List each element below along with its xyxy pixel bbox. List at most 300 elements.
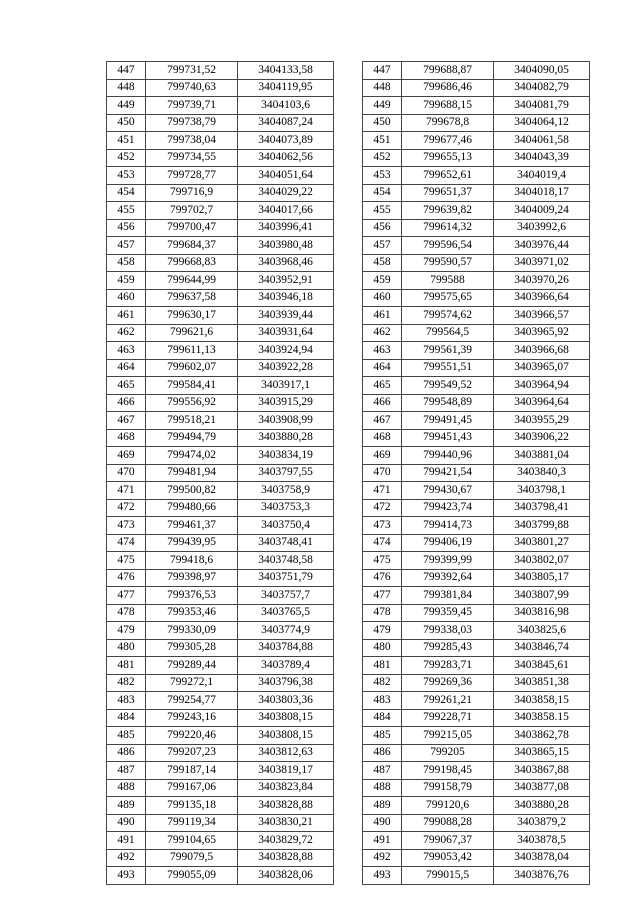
table-row (363, 359, 590, 377)
x-coordinate-cell: 799702,7 (146, 202, 238, 220)
x-coordinate-cell: 799549,52 (402, 377, 494, 395)
x-coordinate-cell: 799716,9 (146, 184, 238, 202)
point-number-cell: 467 (107, 412, 146, 430)
table-row (363, 639, 590, 657)
x-coordinate-cell: 799652,61 (402, 167, 494, 185)
x-coordinate-cell: 799338,03 (402, 622, 494, 640)
table-row (107, 517, 334, 535)
y-coordinate-cell: 3404019,4 (494, 167, 590, 185)
y-coordinate-cell: 3403878,04 (494, 849, 590, 867)
table-row (363, 569, 590, 587)
table-row (363, 604, 590, 622)
table-row (363, 797, 590, 815)
table-row (363, 534, 590, 552)
y-coordinate-cell: 3403845,61 (494, 657, 590, 675)
table-row (107, 762, 334, 780)
y-coordinate-cell: 3403924,94 (238, 342, 334, 360)
y-coordinate-cell: 3403799,88 (494, 517, 590, 535)
point-number-cell: 462 (363, 324, 402, 342)
y-coordinate-cell: 3403952,91 (238, 272, 334, 290)
point-number-cell: 490 (107, 814, 146, 832)
x-coordinate-cell: 799254,77 (146, 692, 238, 710)
x-coordinate-cell: 799731,52 (146, 62, 238, 80)
y-coordinate-cell: 3403823,84 (238, 779, 334, 797)
x-coordinate-cell: 799381,84 (402, 587, 494, 605)
point-number-cell: 452 (363, 149, 402, 167)
x-coordinate-cell: 799491,45 (402, 412, 494, 430)
x-coordinate-cell: 799738,79 (146, 114, 238, 132)
y-coordinate-cell: 3403915,29 (238, 394, 334, 412)
x-coordinate-cell: 799421,54 (402, 464, 494, 482)
point-number-cell: 468 (363, 429, 402, 447)
table-row (363, 62, 590, 80)
x-coordinate-cell: 799423,74 (402, 499, 494, 517)
x-coordinate-cell: 799564,5 (402, 324, 494, 342)
table-row (107, 342, 334, 360)
table-row (107, 849, 334, 867)
table-row (107, 324, 334, 342)
table-row (107, 482, 334, 500)
point-number-cell: 447 (107, 62, 146, 80)
table-row (107, 569, 334, 587)
point-number-cell: 473 (107, 517, 146, 535)
table-row (107, 377, 334, 395)
point-number-cell: 454 (107, 184, 146, 202)
point-number-cell: 468 (107, 429, 146, 447)
point-number-cell: 451 (107, 132, 146, 150)
y-coordinate-cell: 3403862,78 (494, 727, 590, 745)
x-coordinate-cell: 799283,71 (402, 657, 494, 675)
table-row (363, 464, 590, 482)
table-row (363, 132, 590, 150)
table-row (107, 62, 334, 80)
x-coordinate-cell: 799668,83 (146, 254, 238, 272)
table-row (107, 464, 334, 482)
y-coordinate-cell: 3403757,7 (238, 587, 334, 605)
point-number-cell: 464 (363, 359, 402, 377)
y-coordinate-cell: 3403802,07 (494, 552, 590, 570)
table-row (363, 237, 590, 255)
x-coordinate-cell: 799269,36 (402, 674, 494, 692)
y-coordinate-cell: 3404009,24 (494, 202, 590, 220)
x-coordinate-cell: 799480,66 (146, 499, 238, 517)
point-number-cell: 471 (107, 482, 146, 500)
table-row (107, 587, 334, 605)
x-coordinate-cell: 799439,95 (146, 534, 238, 552)
point-number-cell: 483 (107, 692, 146, 710)
point-number-cell: 475 (107, 552, 146, 570)
point-number-cell: 459 (363, 272, 402, 290)
point-number-cell: 479 (107, 622, 146, 640)
x-coordinate-cell: 799734,55 (146, 149, 238, 167)
table-row (363, 447, 590, 465)
y-coordinate-cell: 3404090,05 (494, 62, 590, 80)
point-number-cell: 482 (363, 674, 402, 692)
table-body (363, 62, 590, 885)
x-coordinate-cell: 799053,42 (402, 849, 494, 867)
point-number-cell: 451 (363, 132, 402, 150)
x-coordinate-cell: 799330,09 (146, 622, 238, 640)
table-row (363, 552, 590, 570)
x-coordinate-cell: 799088,28 (402, 814, 494, 832)
table-row (363, 289, 590, 307)
point-number-cell: 453 (363, 167, 402, 185)
y-coordinate-cell: 3403992,6 (494, 219, 590, 237)
point-number-cell: 461 (107, 307, 146, 325)
y-coordinate-cell: 3403878,5 (494, 832, 590, 850)
point-number-cell: 477 (363, 587, 402, 605)
table-row (107, 657, 334, 675)
point-number-cell: 460 (363, 289, 402, 307)
point-number-cell: 450 (363, 114, 402, 132)
x-coordinate-cell: 799655,13 (402, 149, 494, 167)
x-coordinate-cell: 799398,97 (146, 569, 238, 587)
x-coordinate-cell: 799684,37 (146, 237, 238, 255)
point-number-cell: 471 (363, 482, 402, 500)
x-coordinate-cell: 799574,62 (402, 307, 494, 325)
x-coordinate-cell: 799688,15 (402, 97, 494, 115)
x-coordinate-cell: 799614,32 (402, 219, 494, 237)
table-body (107, 62, 334, 885)
coordinates-table-left (106, 61, 334, 885)
table-row (107, 744, 334, 762)
table-row (363, 149, 590, 167)
y-coordinate-cell: 3403976,44 (494, 237, 590, 255)
x-coordinate-cell: 799630,17 (146, 307, 238, 325)
point-number-cell: 488 (363, 779, 402, 797)
y-coordinate-cell: 3403808,15 (238, 727, 334, 745)
y-coordinate-cell: 3403846,74 (494, 639, 590, 657)
table-row (107, 202, 334, 220)
x-coordinate-cell: 799451,43 (402, 429, 494, 447)
y-coordinate-cell: 3404051,64 (238, 167, 334, 185)
table-row (107, 219, 334, 237)
table-row (107, 272, 334, 290)
point-number-cell: 448 (107, 79, 146, 97)
point-number-cell: 455 (107, 202, 146, 220)
table-row (107, 674, 334, 692)
point-number-cell: 474 (363, 534, 402, 552)
point-number-cell: 485 (363, 727, 402, 745)
x-coordinate-cell: 799055,09 (146, 867, 238, 885)
y-coordinate-cell: 3403758,9 (238, 482, 334, 500)
y-coordinate-cell: 3403955,29 (494, 412, 590, 430)
y-coordinate-cell: 3403966,64 (494, 289, 590, 307)
table-row (363, 429, 590, 447)
point-number-cell: 493 (107, 867, 146, 885)
table-row (107, 359, 334, 377)
y-coordinate-cell: 3403828,06 (238, 867, 334, 885)
table-row (107, 429, 334, 447)
point-number-cell: 462 (107, 324, 146, 342)
y-coordinate-cell: 3403966,57 (494, 307, 590, 325)
y-coordinate-cell: 3403829,72 (238, 832, 334, 850)
y-coordinate-cell: 3403877,08 (494, 779, 590, 797)
y-coordinate-cell: 3404029,22 (238, 184, 334, 202)
point-number-cell: 483 (363, 692, 402, 710)
point-number-cell: 469 (363, 447, 402, 465)
point-number-cell: 489 (107, 797, 146, 815)
point-number-cell: 487 (107, 762, 146, 780)
y-coordinate-cell: 3403748,41 (238, 534, 334, 552)
table-row (107, 797, 334, 815)
x-coordinate-cell: 799406,19 (402, 534, 494, 552)
x-coordinate-cell: 799430,67 (402, 482, 494, 500)
table-row (107, 604, 334, 622)
x-coordinate-cell: 799285,43 (402, 639, 494, 657)
table-row (107, 79, 334, 97)
table-row (363, 219, 590, 237)
point-number-cell: 480 (107, 639, 146, 657)
y-coordinate-cell: 3403858.15 (494, 709, 590, 727)
y-coordinate-cell: 3403751,79 (238, 569, 334, 587)
table-row (107, 412, 334, 430)
point-number-cell: 448 (363, 79, 402, 97)
y-coordinate-cell: 3403812,63 (238, 744, 334, 762)
point-number-cell: 458 (363, 254, 402, 272)
point-number-cell: 488 (107, 779, 146, 797)
y-coordinate-cell: 3404103,6 (238, 97, 334, 115)
table-row (363, 657, 590, 675)
y-coordinate-cell: 3404017,66 (238, 202, 334, 220)
table-row (363, 202, 590, 220)
y-coordinate-cell: 3404087,24 (238, 114, 334, 132)
x-coordinate-cell: 799588 (402, 272, 494, 290)
y-coordinate-cell: 3403964,94 (494, 377, 590, 395)
point-number-cell: 458 (107, 254, 146, 272)
point-number-cell: 469 (107, 447, 146, 465)
table-row (107, 727, 334, 745)
x-coordinate-cell: 799561,39 (402, 342, 494, 360)
point-number-cell: 459 (107, 272, 146, 290)
y-coordinate-cell: 3403765,5 (238, 604, 334, 622)
y-coordinate-cell: 3403819,17 (238, 762, 334, 780)
point-number-cell: 463 (363, 342, 402, 360)
point-number-cell: 481 (363, 657, 402, 675)
point-number-cell: 456 (107, 219, 146, 237)
point-number-cell: 467 (363, 412, 402, 430)
y-coordinate-cell: 3403879,2 (494, 814, 590, 832)
x-coordinate-cell: 799686,46 (402, 79, 494, 97)
table-row (363, 727, 590, 745)
x-coordinate-cell: 799602,07 (146, 359, 238, 377)
point-number-cell: 486 (363, 744, 402, 762)
point-number-cell: 476 (363, 569, 402, 587)
x-coordinate-cell: 799119,34 (146, 814, 238, 832)
y-coordinate-cell: 3403980,48 (238, 237, 334, 255)
y-coordinate-cell: 3403784,88 (238, 639, 334, 657)
y-coordinate-cell: 3403798,41 (494, 499, 590, 517)
y-coordinate-cell: 3403750,4 (238, 517, 334, 535)
point-number-cell: 452 (107, 149, 146, 167)
table-row (363, 867, 590, 885)
y-coordinate-cell: 3403880,28 (238, 429, 334, 447)
point-number-cell: 470 (363, 464, 402, 482)
y-coordinate-cell: 3403774,9 (238, 622, 334, 640)
x-coordinate-cell: 799738,04 (146, 132, 238, 150)
table-row (107, 149, 334, 167)
x-coordinate-cell: 799205 (402, 744, 494, 762)
table-row (363, 622, 590, 640)
y-coordinate-cell: 3403797,55 (238, 464, 334, 482)
x-coordinate-cell: 799551,51 (402, 359, 494, 377)
y-coordinate-cell: 3404061,58 (494, 132, 590, 150)
table-row (107, 289, 334, 307)
x-coordinate-cell: 799261,21 (402, 692, 494, 710)
x-coordinate-cell: 799135,18 (146, 797, 238, 815)
x-coordinate-cell: 799590,57 (402, 254, 494, 272)
point-number-cell: 447 (363, 62, 402, 80)
point-number-cell: 476 (107, 569, 146, 587)
y-coordinate-cell: 3403816,98 (494, 604, 590, 622)
y-coordinate-cell: 3403805,17 (494, 569, 590, 587)
x-coordinate-cell: 799639,82 (402, 202, 494, 220)
x-coordinate-cell: 799392,64 (402, 569, 494, 587)
table-row (107, 622, 334, 640)
y-coordinate-cell: 3403753,3 (238, 499, 334, 517)
y-coordinate-cell: 3403867,88 (494, 762, 590, 780)
x-coordinate-cell: 799500,82 (146, 482, 238, 500)
x-coordinate-cell: 799104,65 (146, 832, 238, 850)
point-number-cell: 453 (107, 167, 146, 185)
point-number-cell: 491 (107, 832, 146, 850)
y-coordinate-cell: 3403908,99 (238, 412, 334, 430)
table-row (107, 237, 334, 255)
y-coordinate-cell: 3403966,68 (494, 342, 590, 360)
table-row (107, 709, 334, 727)
point-number-cell: 460 (107, 289, 146, 307)
point-number-cell: 487 (363, 762, 402, 780)
x-coordinate-cell: 799575,65 (402, 289, 494, 307)
point-number-cell: 472 (107, 499, 146, 517)
y-coordinate-cell: 3404082,79 (494, 79, 590, 97)
point-number-cell: 473 (363, 517, 402, 535)
x-coordinate-cell: 799220,46 (146, 727, 238, 745)
point-number-cell: 449 (363, 97, 402, 115)
point-number-cell: 456 (363, 219, 402, 237)
y-coordinate-cell: 3404064,12 (494, 114, 590, 132)
point-number-cell: 492 (363, 849, 402, 867)
table-row (363, 114, 590, 132)
y-coordinate-cell: 3403965,92 (494, 324, 590, 342)
y-coordinate-cell: 3403748,58 (238, 552, 334, 570)
point-number-cell: 492 (107, 849, 146, 867)
y-coordinate-cell: 3403796,38 (238, 674, 334, 692)
table-row (107, 184, 334, 202)
table-row (363, 272, 590, 290)
y-coordinate-cell: 3403801,27 (494, 534, 590, 552)
table-row (363, 377, 590, 395)
point-number-cell: 484 (107, 709, 146, 727)
x-coordinate-cell: 799739,71 (146, 97, 238, 115)
table-row (363, 307, 590, 325)
y-coordinate-cell: 3403876,76 (494, 867, 590, 885)
point-number-cell: 482 (107, 674, 146, 692)
x-coordinate-cell: 799228,71 (402, 709, 494, 727)
table-row (363, 254, 590, 272)
table-row (363, 762, 590, 780)
point-number-cell: 454 (363, 184, 402, 202)
y-coordinate-cell: 3403798,1 (494, 482, 590, 500)
table-row (107, 692, 334, 710)
x-coordinate-cell: 799621,6 (146, 324, 238, 342)
table-row (107, 814, 334, 832)
point-number-cell: 457 (363, 237, 402, 255)
point-number-cell: 472 (363, 499, 402, 517)
y-coordinate-cell: 3403808,15 (238, 709, 334, 727)
y-coordinate-cell: 3403922,28 (238, 359, 334, 377)
x-coordinate-cell: 799637,58 (146, 289, 238, 307)
x-coordinate-cell: 799353,46 (146, 604, 238, 622)
x-coordinate-cell: 799584,41 (146, 377, 238, 395)
table-row (363, 324, 590, 342)
x-coordinate-cell: 799677,46 (402, 132, 494, 150)
y-coordinate-cell: 3403917,1 (238, 377, 334, 395)
point-number-cell: 474 (107, 534, 146, 552)
point-number-cell: 475 (363, 552, 402, 570)
point-number-cell: 490 (363, 814, 402, 832)
x-coordinate-cell: 799215,05 (402, 727, 494, 745)
x-coordinate-cell: 799079,5 (146, 849, 238, 867)
point-number-cell: 481 (107, 657, 146, 675)
point-number-cell: 465 (107, 377, 146, 395)
x-coordinate-cell: 799243,16 (146, 709, 238, 727)
point-number-cell: 478 (107, 604, 146, 622)
point-number-cell: 449 (107, 97, 146, 115)
x-coordinate-cell: 799120,6 (402, 797, 494, 815)
y-coordinate-cell: 3403931,64 (238, 324, 334, 342)
x-coordinate-cell: 799207,23 (146, 744, 238, 762)
x-coordinate-cell: 799474,02 (146, 447, 238, 465)
y-coordinate-cell: 3403964,64 (494, 394, 590, 412)
y-coordinate-cell: 3404018,17 (494, 184, 590, 202)
y-coordinate-cell: 3404133,58 (238, 62, 334, 80)
point-number-cell: 470 (107, 464, 146, 482)
y-coordinate-cell: 3404073,89 (238, 132, 334, 150)
x-coordinate-cell: 799611,13 (146, 342, 238, 360)
x-coordinate-cell: 799740,63 (146, 79, 238, 97)
y-coordinate-cell: 3403996,41 (238, 219, 334, 237)
y-coordinate-cell: 3403965,07 (494, 359, 590, 377)
table-row (363, 499, 590, 517)
table-row (107, 447, 334, 465)
table-row (107, 534, 334, 552)
coordinates-table-right (362, 61, 590, 885)
table-row (363, 342, 590, 360)
y-coordinate-cell: 3403834,19 (238, 447, 334, 465)
y-coordinate-cell: 3404043,39 (494, 149, 590, 167)
point-number-cell: 461 (363, 307, 402, 325)
x-coordinate-cell: 799461,37 (146, 517, 238, 535)
y-coordinate-cell: 3403970,26 (494, 272, 590, 290)
table-row (107, 499, 334, 517)
y-coordinate-cell: 3403939,44 (238, 307, 334, 325)
x-coordinate-cell: 799678,8 (402, 114, 494, 132)
point-number-cell: 478 (363, 604, 402, 622)
x-coordinate-cell: 799548,89 (402, 394, 494, 412)
x-coordinate-cell: 799187,14 (146, 762, 238, 780)
point-number-cell: 477 (107, 587, 146, 605)
x-coordinate-cell: 799414,73 (402, 517, 494, 535)
x-coordinate-cell: 799494,79 (146, 429, 238, 447)
y-coordinate-cell: 3403880,28 (494, 797, 590, 815)
y-coordinate-cell: 3404081,79 (494, 97, 590, 115)
table-row (363, 167, 590, 185)
x-coordinate-cell: 799272,1 (146, 674, 238, 692)
table-row (363, 744, 590, 762)
x-coordinate-cell: 799067,37 (402, 832, 494, 850)
table-row (363, 79, 590, 97)
